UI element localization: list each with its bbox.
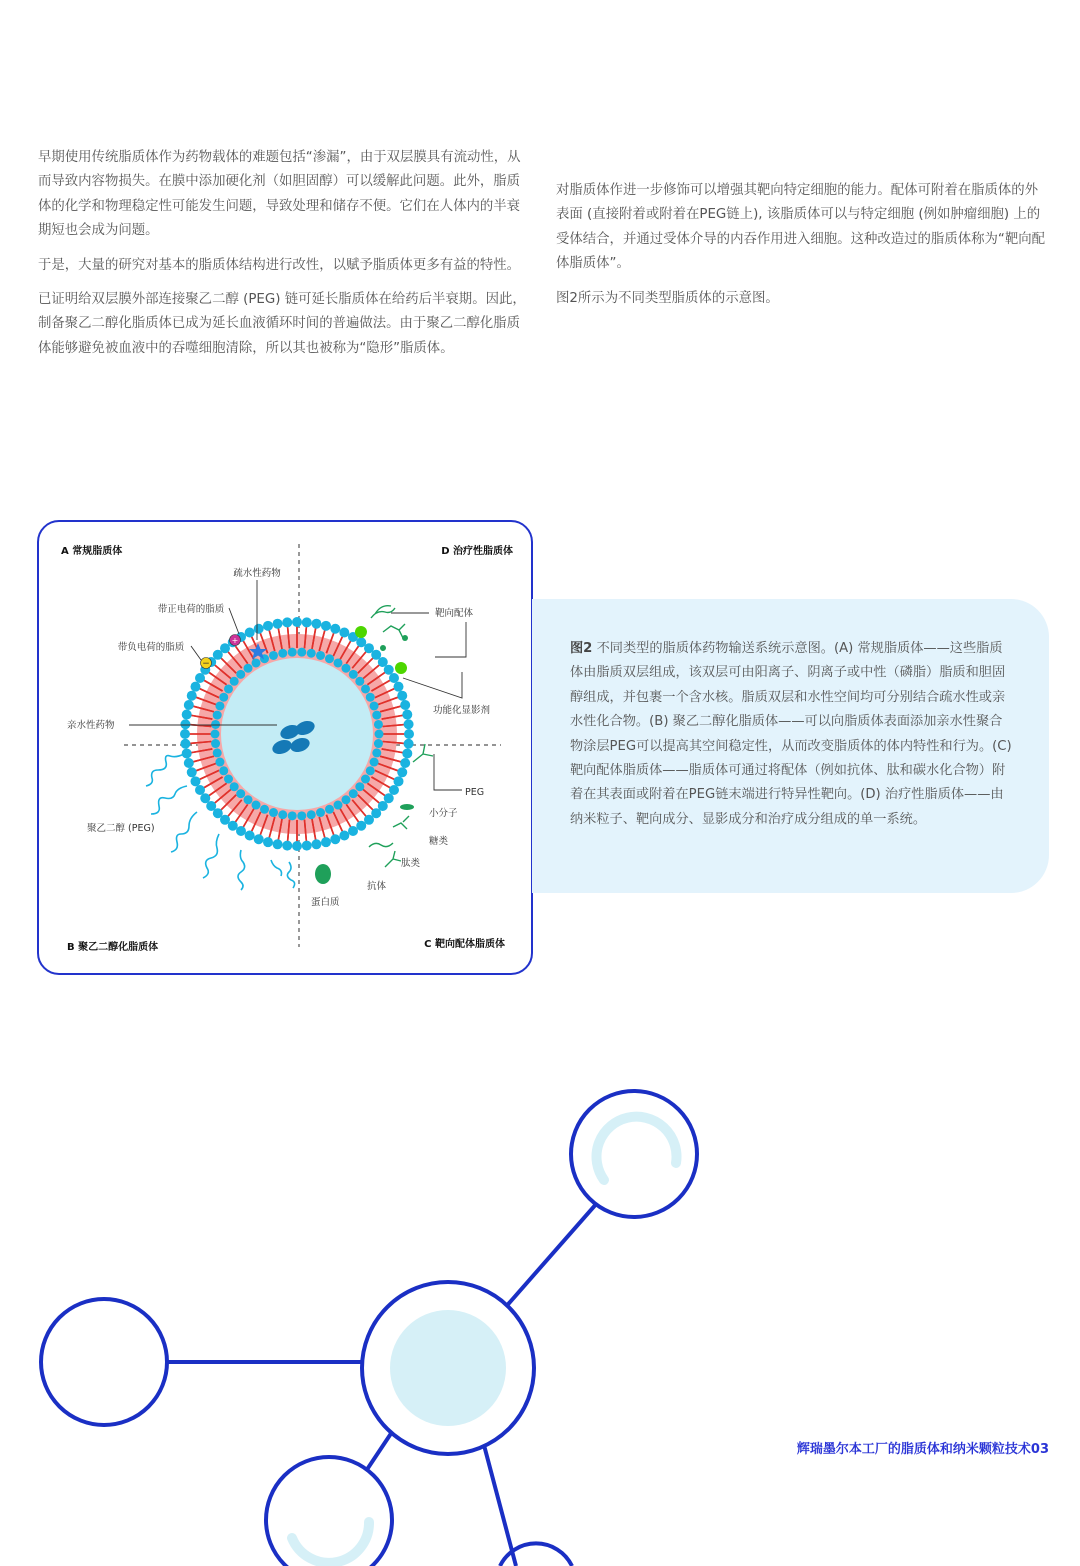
- imaging-agent-dot: [355, 626, 367, 638]
- quadrant-b-label: B 聚乙二醇化脂质体: [67, 942, 159, 953]
- paragraph-leakage: 早期使用传统脂质体作为药物载体的难题包括“渗漏”，由于双层膜具有流动性，从而导致内容物损失。在膜中添加硬化剂（如胆固醇）可以缓解此问题。此外，脂质体的化学和物理稳定性可能发生问题，导致处理和储存不便。它们在人体内的半衰期短也会成为问题。: [38, 150, 521, 239]
- label-peg-polymer: 聚乙二醇 (PEG): [87, 823, 155, 834]
- label-positive-lipid: 带正电荷的脂质: [157, 604, 225, 615]
- label-antibody: 抗体: [367, 881, 387, 892]
- caption-body: 不同类型的脂质体药物输送系统示意图。(A) 常规脂质体——这些脂质体由脂质双层组成，该双层可由阳离子、阴离子或中性（磷脂）脂质和胆固醇组成，并包裹一个含水核。脂质双层和水性空间均可分别结合疏水性或亲水性化合物。(B) 聚乙二醇化脂质体——可以向脂质体表面添加亲水性聚合物涂层PEG可以提高其空间稳定性，从而改变脂质体的体内特性和行为。(C) 靶向配体脂质体——脂质体可通过将配体（例如抗体、肽和碳水化合物）附着在其表面或附着在PEG链末端进行特异性靶向。(D) 治疗性脂质体——由纳米粒子、靶向成分、显影成分和治疗成分组成的单一系统。: [570, 641, 1012, 827]
- quadrant-a-label: A 常规脂质体: [61, 546, 123, 557]
- quadrant-c-label: C 靶向配体脂质体: [424, 939, 505, 950]
- label-hydrophobic-drug: 疏水性药物: [233, 568, 281, 579]
- decor-circle-bottom: [266, 1457, 392, 1566]
- paragraph-peg: 已证明给双层膜外部连接聚乙二醇 (PEG) 链可延长脂质体在给药后半衰期。因此，制备聚乙二醇化脂质体已成为延长血液循环时间的普遍做法。由于聚乙二醇化脂质体能够避免被血液中的吞噬细胞清除，所以其也被称为“隐形”脂质体。: [38, 292, 526, 356]
- footer-title: 辉瑞墨尔本工厂的脂质体和纳米颗粒技术: [796, 1442, 1031, 1457]
- svg-text:+: +: [231, 636, 239, 645]
- paragraph-modification: 于是，大量的研究对基本的脂质体结构进行改性，以赋予脂质体更多有益的特性。: [38, 257, 521, 273]
- liposome-diagram: [39, 522, 533, 975]
- label-hydrophilic-drug: 亲水性药物: [67, 720, 115, 731]
- left-text-column: [38, 146, 528, 371]
- decor-circle-left: [41, 1299, 167, 1425]
- liposome-figure: [37, 520, 533, 975]
- page-number: 03: [1030, 1442, 1049, 1457]
- caption-figure-number: 图2: [570, 641, 593, 656]
- label-peptide: 肽类: [401, 858, 421, 869]
- svg-text:−: −: [202, 659, 210, 669]
- figure-caption-panel: [532, 599, 1049, 893]
- label-sugar: 糖类: [429, 836, 449, 847]
- decorative-molecule-graphic: [0, 1060, 1080, 1566]
- label-small-molecule: 小分子: [429, 808, 458, 819]
- label-negative-lipid: 带负电荷的脂质: [117, 642, 185, 653]
- figure-caption: [570, 637, 1012, 832]
- paragraph-figure-ref: 图2所示为不同类型脂质体的示意图。: [556, 290, 779, 306]
- label-protein: 蛋白质: [311, 897, 340, 908]
- label-targeting-ligand: 靶向配体: [435, 608, 474, 619]
- page-footer: [797, 1438, 1049, 1457]
- label-peg: PEG: [465, 787, 485, 798]
- quadrant-d-label: D 治疗性脂质体: [441, 546, 513, 557]
- paragraph-targeting: 对脂质体作进一步修饰可以增强其靶向特定细胞的能力。配体可附着在脂质体的外表面 (直接附着或附着在PEG链上), 该脂质体可以与特定细胞 (例如肿瘤细胞) 上的受体结合，并通过受体介导的内吞作用进入细胞。这种改造过的脂质体称为“靶向配体脂质体”。: [556, 183, 1045, 272]
- protein-icon: [315, 864, 331, 884]
- right-text-column: [556, 179, 1048, 321]
- label-imaging-agent: 功能化显影剂: [433, 705, 491, 716]
